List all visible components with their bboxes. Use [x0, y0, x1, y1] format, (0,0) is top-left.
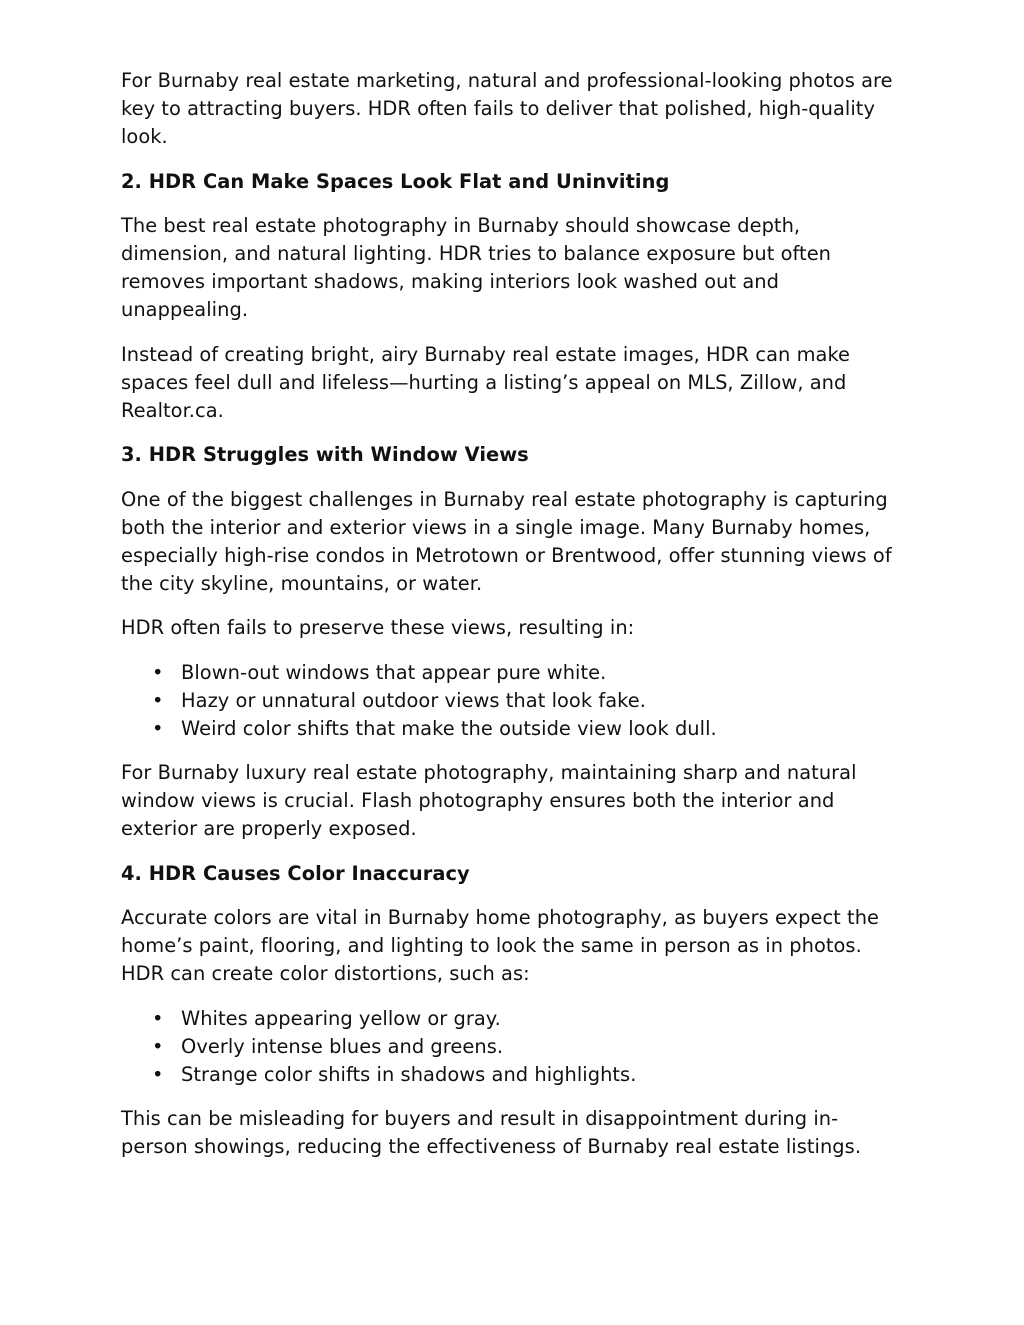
list-item: • Whites appearing yellow or gray. — [121, 1005, 901, 1033]
section-4-heading: 4. HDR Causes Color Inaccuracy — [121, 861, 470, 885]
section-4-paragraph-1: Accurate colors are vital in Burnaby home photography, as buyers expect the home’s paint, flooring, and lighting to look the same in person as in photos. HDR can create color distortions, such as: — [121, 906, 880, 985]
intro-paragraph: For Burnaby real estate marketing, natural and professional-looking photos are key to attracting buyers. HDR often fails to deliver that polished, high-quality look. — [121, 69, 893, 148]
section-4-paragraph-2: This can be misleading for buyers and result in disappointment during in-person showings, reducing the effectiveness of Burnaby real estate listings. — [121, 1107, 862, 1158]
section-2-heading: 2. HDR Can Make Spaces Look Flat and Uninviting — [121, 169, 670, 193]
section-2-paragraph-2: Instead of creating bright, airy Burnaby real estate images, HDR can make spaces feel dull and lifeless—hurting a listing’s appeal on MLS, Zillow, and Realtor.ca. — [121, 342, 851, 422]
list-item: • Weird color shifts that make the outside view look dull. — [121, 715, 901, 743]
section-4-bullet-list — [121, 1005, 901, 1089]
section-3-heading: 3. HDR Struggles with Window Views — [121, 443, 529, 466]
section-3-bullet-list — [121, 659, 901, 743]
list-item: • Strange color shifts in shadows and highlights. — [121, 1061, 901, 1089]
list-item: • Blown-out windows that appear pure white. — [121, 659, 901, 687]
section-3-paragraph-3: For Burnaby luxury real estate photography, maintaining sharp and natural window views is crucial. Flash photography ensures both the interior and exterior are properly exposed. — [121, 761, 857, 840]
list-item: • Hazy or unnatural outdoor views that look fake. — [121, 687, 901, 715]
section-2-paragraph-1: The best real estate photography in Burnaby should showcase depth, dimension, and natural lighting. HDR tries to balance exposure but often removes important shadows, making interiors look washed out and unappealing. — [121, 214, 832, 321]
section-3-paragraph-2: HDR often fails to preserve these views, resulting in: — [121, 616, 635, 639]
document-page — [121, 67, 901, 1178]
section-3-paragraph-1: One of the biggest challenges in Burnaby real estate photography is capturing both the interior and exterior views in a single image. Many Burnaby homes, especially high-rise condos in Metrotown or Brentwood, offer stunning views of the city skyline, mountains, or water. — [121, 487, 892, 595]
list-item: • Overly intense blues and greens. — [121, 1033, 901, 1061]
